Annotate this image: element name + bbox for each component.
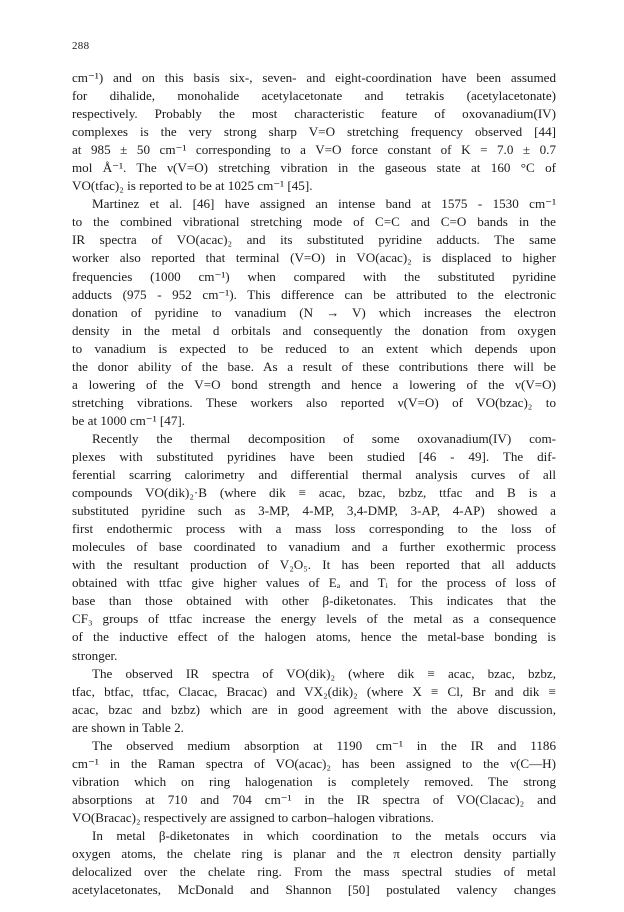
text-line: ferential scarring calorimetry and differential thermal analysis curves of all: [72, 467, 556, 483]
text-line: frequencies (1000 cm⁻¹) when compared with the substituted pyridine: [72, 268, 556, 284]
text-line: tfac, btfac, ttfac, Clacac, Bracac) and VX₂(dik)₂ (where X ≡ Cl, Br and dik ≡: [72, 683, 556, 699]
text-line: acac, bzac and bzbz) which are in good agreement with the above discussion,: [72, 701, 556, 717]
text-line: first endothermic process with a mass loss corresponding to the loss of: [72, 521, 556, 537]
text-line: respectively. Probably the most characteristic feature of oxovanadium(IV): [72, 106, 556, 122]
text-line: plexes with substituted pyridines have been studied [46 - 49]. The dif-: [72, 448, 556, 464]
text-line: absorptions at 710 and 704 cm⁻¹ in the IR spectra of VO(Clacac)₂ and: [72, 791, 556, 807]
text-line: for dihalide, monohalide acetylacetonate and tetrakis (acetylacetonate): [72, 88, 556, 104]
text-line: molecules of base coordinated to vanadium and a further exothermic process: [72, 539, 556, 555]
text-line: density in the metal d orbitals and consequently the donation from oxygen: [72, 322, 556, 338]
text-line: substituted pyridine such as 3-MP, 4-MP, 3,4-DMP, 3-AP, 4-AP) showed a: [72, 503, 556, 519]
text-line: The observed medium absorption at 1190 cm⁻¹ in the IR and 1186: [92, 737, 556, 753]
text-line: Martinez et al. [46] have assigned an intense band at 1575 - 1530 cm⁻¹: [92, 196, 556, 212]
text-line: adducts (975 - 952 cm⁻¹). This difference can be attributed to the electronic: [72, 286, 556, 302]
text-line: stretching vibrations. These workers also reported ν(V=O) of VO(bzac)₂ to: [72, 394, 556, 410]
text-line: cm⁻¹) and on this basis six-, seven- and eight-coordination have been assumed: [72, 70, 556, 85]
text-line: donation of pyridine to vanadium (N → V) which increases the electron: [72, 304, 556, 320]
text-line: acetylacetonates, McDonald and Shannon [50] postulated valency changes: [72, 882, 556, 898]
text-line: to the combined vibrational stretching mode of C=C and C=O bands in the: [72, 214, 556, 230]
text-line: with the resultant production of V₂O₅. It has been reported that all adducts: [72, 557, 556, 573]
text-line: The observed IR spectra of VO(dik)₂ (where dik ≡ acac, bzac, bzbz,: [92, 665, 556, 681]
text-line: complexes is the very strong sharp V=O stretching frequency observed [44]: [72, 124, 556, 140]
body-text: [72, 69, 556, 899]
text-line: Recently the thermal decomposition of some oxovanadium(IV) com-: [92, 430, 556, 446]
text-line: to vanadium is expected to be reduced to an extent which depends upon: [72, 340, 556, 356]
text-line: base than those obtained with other β-diketonates. This indicates that the: [72, 593, 556, 609]
text-line: cm⁻¹ in the Raman spectra of VO(acac)₂ has been assigned to the ν(C—H): [72, 755, 556, 771]
text-line: of the inductive effect of the halogen atoms, hence the metal-base bonding is: [72, 629, 556, 645]
text-line: mol Å⁻¹. The ν(V=O) stretching vibration in the gaseous state at 160 °C of: [72, 160, 556, 176]
text-line: are shown in Table 2.: [72, 719, 184, 735]
text-line: VO(Bracac)₂ respectively are assigned to carbon–halogen vibrations.: [72, 809, 434, 825]
text-line: VO(tfac)₂ is reported to be at 1025 cm⁻¹ [45].: [72, 178, 313, 194]
text-line: In metal β-diketonates in which coordination to the metals occurs via: [92, 827, 556, 843]
text-line: vibration which on ring halogenation is completely removed. The strong: [72, 773, 556, 789]
page-number: 288: [72, 40, 90, 52]
text-line: IR spectra of VO(acac)₂ and its substituted pyridine adducts. The same: [72, 232, 556, 248]
text-line: delocalized over the chelate ring. From the mass spectral studies of metal: [72, 864, 556, 880]
text-line: worker also reported that terminal (V=O) in VO(acac)₂ is displaced to higher: [72, 250, 556, 266]
text-line: compounds VO(dik)₂·B (where dik ≡ acac, bzac, bzbz, ttfac and B is a: [72, 485, 556, 501]
text-line: be at 1000 cm⁻¹ [47].: [72, 412, 186, 428]
text-line: a lowering of the V=O bond strength and hence a lowering of the ν(V=O): [72, 376, 556, 392]
text-line: obtained with ttfac give higher values of Eₐ and Tᵢ for the process of loss of: [72, 575, 556, 591]
text-line: at 985 ± 50 cm⁻¹ corresponding to a V=O force constant of K = 7.0 ± 0.7: [72, 142, 556, 158]
text-line: stronger.: [72, 647, 118, 663]
text-line: the donor ability of the base. As a result of these contributions there will be: [72, 358, 556, 374]
text-line: oxygen atoms, the chelate ring is planar and the π electron density partially: [72, 846, 556, 862]
text-line: CF₃ groups of ttfac increase the energy levels of the metal as a consequence: [72, 611, 556, 627]
